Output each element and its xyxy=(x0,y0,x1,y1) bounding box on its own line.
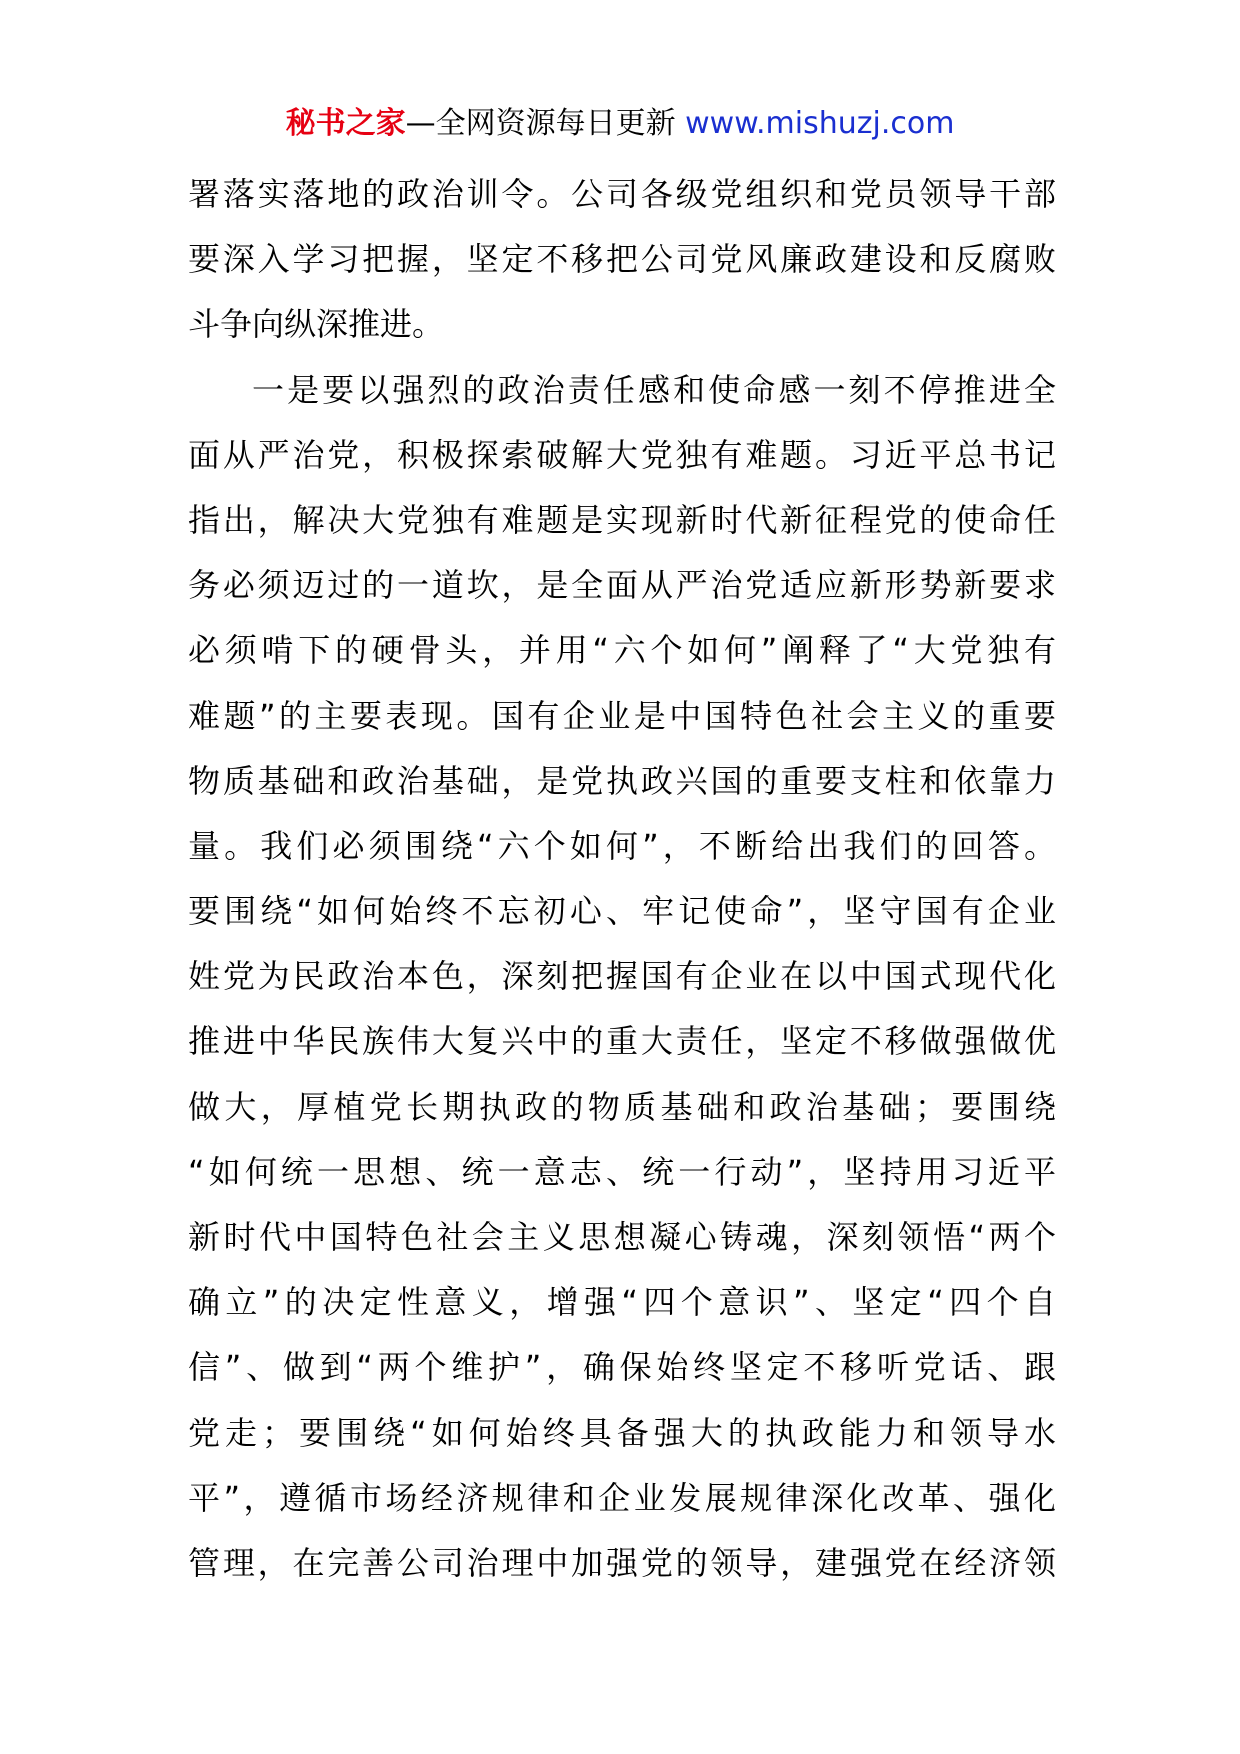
text-line: 党走；要围绕“如何始终具备强大的执政能力和领导水 xyxy=(188,1413,1056,1452)
text-line: 指出，解决大党独有难题是实现新时代新征程党的使命任 xyxy=(188,500,1056,539)
text-line: 难题”的主要表现。国有企业是中国特色社会主义的重要 xyxy=(188,696,1056,735)
text-line: 斗争向纵深推进。 xyxy=(188,305,445,344)
text-line: 推进中华民族伟大复兴中的重大责任，坚定不移做强做优 xyxy=(188,1022,1056,1061)
text-line: 务必须迈过的一道坎，是全面从严治党适应新形势新要求 xyxy=(188,566,1056,605)
text-line: 管理，在完善公司治理中加强党的领导，建强党在经济领 xyxy=(188,1543,1056,1582)
text-line: 姓党为民政治本色，深刻把握国有企业在以中国式现代化 xyxy=(188,957,1056,996)
header-tagline: —全网资源每日更新 xyxy=(405,106,676,141)
text-line: 要深入学习把握，坚定不移把公司党风廉政建设和反腐败 xyxy=(188,240,1056,279)
text-line: 要围绕“如何始终不忘初心、牢记使命”，坚守国有企业 xyxy=(188,892,1056,931)
text-line: 信”、做到“两个维护”，确保始终坚定不移听党话、跟 xyxy=(188,1348,1056,1387)
text-line: 必须啃下的硬骨头，并用“六个如何”阐释了“大党独有 xyxy=(188,631,1056,670)
text-line: 平”，遵循市场经济规律和企业发展规律深化改革、强化 xyxy=(188,1478,1056,1517)
text-line: 物质基础和政治基础，是党执政兴国的重要支柱和依靠力 xyxy=(188,761,1056,800)
document-body xyxy=(188,162,1056,1596)
text-line: 新时代中国特色社会主义思想凝心铸魂，深刻领悟“两个 xyxy=(188,1218,1056,1256)
text-line: 面从严治党，积极探索破解大党独有难题。习近平总书记 xyxy=(188,435,1056,474)
text-line: 确立”的决定性意义，增强“四个意识”、坚定“四个自 xyxy=(188,1283,1056,1322)
paragraph-first-line: 一是要以强烈的政治责任感和使命感一刻不停推进全 xyxy=(252,370,1056,409)
text-line: “如何统一思想、统一意志、统一行动”，坚持用习近平 xyxy=(188,1152,1056,1191)
text-line: 署落实落地的政治训令。公司各级党组织和党员领导干部 xyxy=(188,175,1056,213)
text-line: 做大，厚植党长期执政的物质基础和政治基础；要围绕 xyxy=(188,1087,1056,1126)
text-line: 量。我们必须围绕“六个如何”，不断给出我们的回答。 xyxy=(188,826,1056,865)
site-url-link[interactable]: www.mishuzj.com xyxy=(685,106,955,141)
site-header xyxy=(0,100,1240,148)
brand-name: 秘书之家 xyxy=(285,106,406,141)
